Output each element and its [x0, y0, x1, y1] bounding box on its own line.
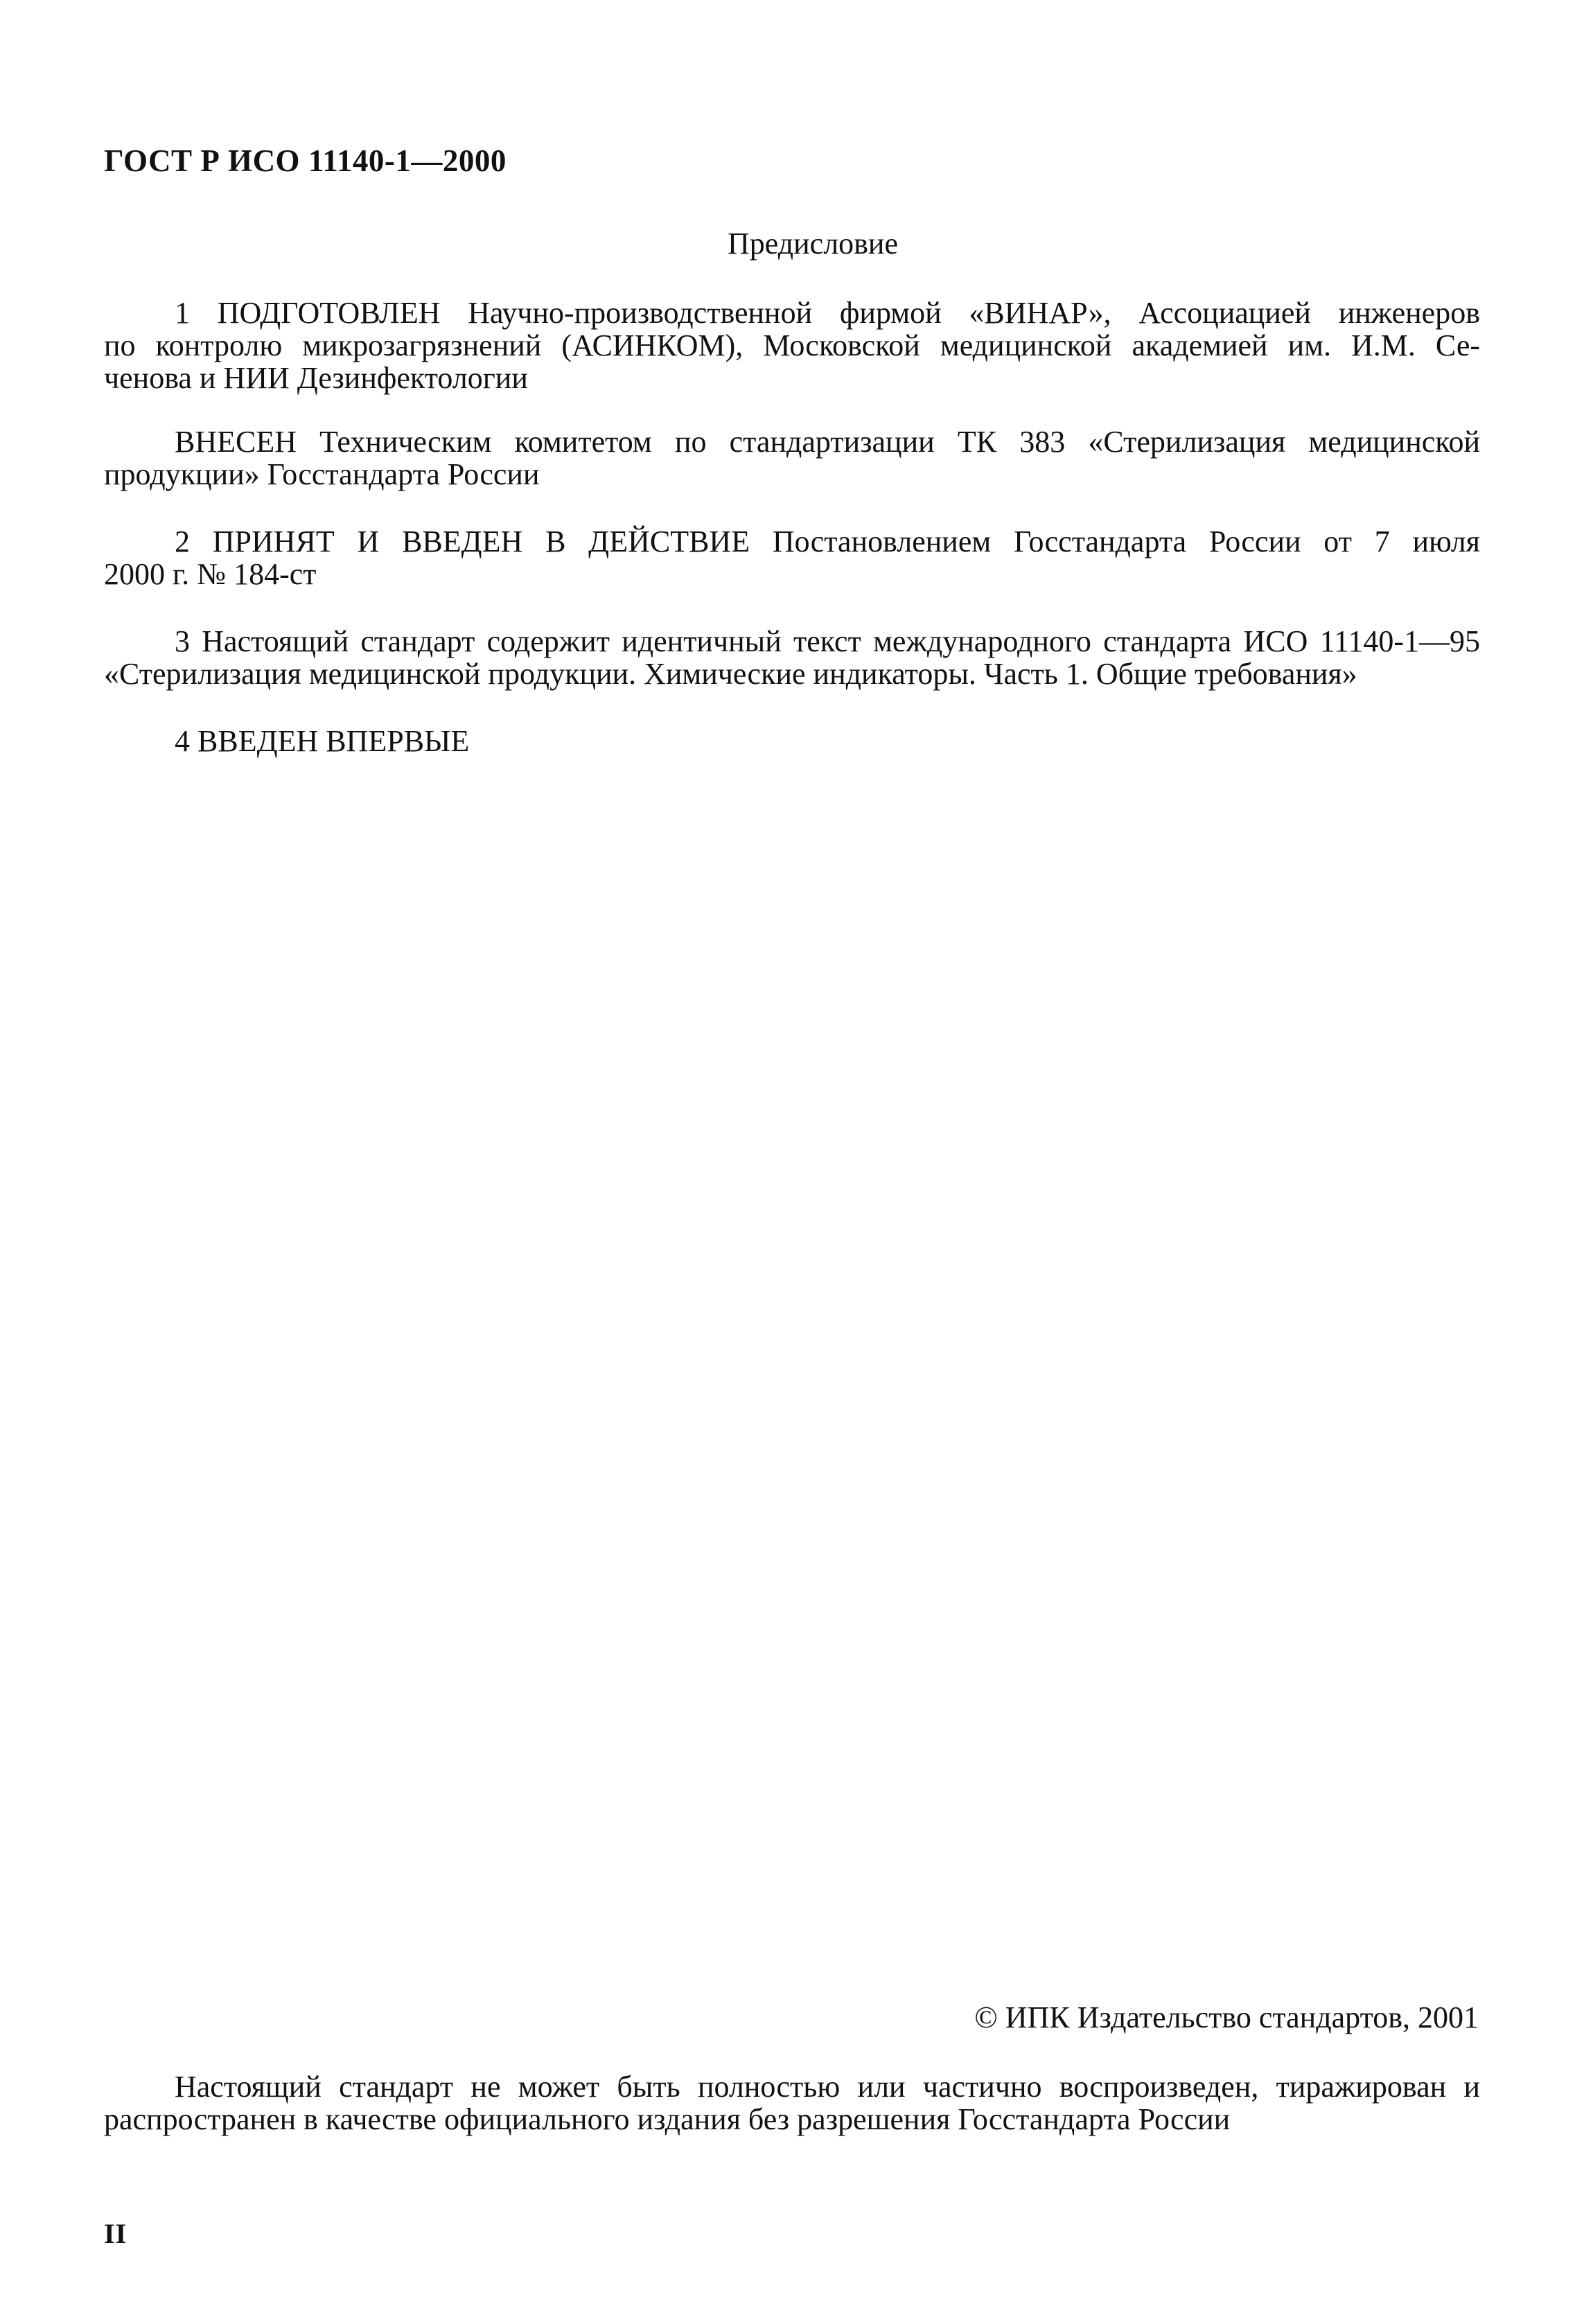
reproduction-notice — [104, 2070, 1480, 2136]
preface-item-2 — [104, 525, 1480, 590]
preface-item-1 — [104, 297, 1480, 394]
text-line: 1 ПОДГОТОВЛЕН Научно-производственной фирмой «ВИНАР», Ассоциацией инженеров — [175, 296, 1480, 330]
text-line: по контролю микрозагрязнений (АСИНКОМ), Московской медицинской академией им. И.М. Се- — [104, 328, 1480, 362]
preface-item-3 — [104, 625, 1480, 690]
page-number: II — [104, 2218, 127, 2249]
preface-title: Предисловие — [728, 227, 898, 261]
preface-item-introduced — [104, 425, 1480, 491]
text-line: продукции» Госстандарта России — [104, 457, 540, 491]
text-line: «Стерилизация медицинской продукции. Химические индикаторы. Часть 1. Общие требования» — [104, 657, 1357, 691]
text-line: Настоящий стандарт не может быть полностью или частично воспроизведен, тиражирован и — [175, 2070, 1480, 2104]
text-line: распространен в качестве официального издания без разрешения Госстандарта России — [104, 2102, 1231, 2136]
text-line: 4 ВВЕДЕН ВПЕРВЫЕ — [175, 724, 470, 758]
text-line: ВНЕСЕН Техническим комитетом по стандартизации ТК 383 «Стерилизация медицинской — [175, 425, 1480, 459]
text-line: ченова и НИИ Дезинфектологии — [104, 361, 528, 395]
text-line: 2000 г. № 184-ст — [104, 557, 317, 591]
text-line: 2 ПРИНЯТ И ВВЕДЕН В ДЕЙСТВИЕ Постановлением Госстандарта России от 7 июля — [175, 525, 1480, 558]
document-code: ГОСТ Р ИСО 11140-1—2000 — [104, 143, 507, 178]
copyright-notice: © ИПК Издательство стандартов, 2001 — [974, 2000, 1479, 2034]
text-line: 3 Настоящий стандарт содержит идентичный текст международного стандарта ИСО 11140-1—95 — [175, 624, 1480, 658]
preface-item-4 — [104, 725, 1480, 757]
